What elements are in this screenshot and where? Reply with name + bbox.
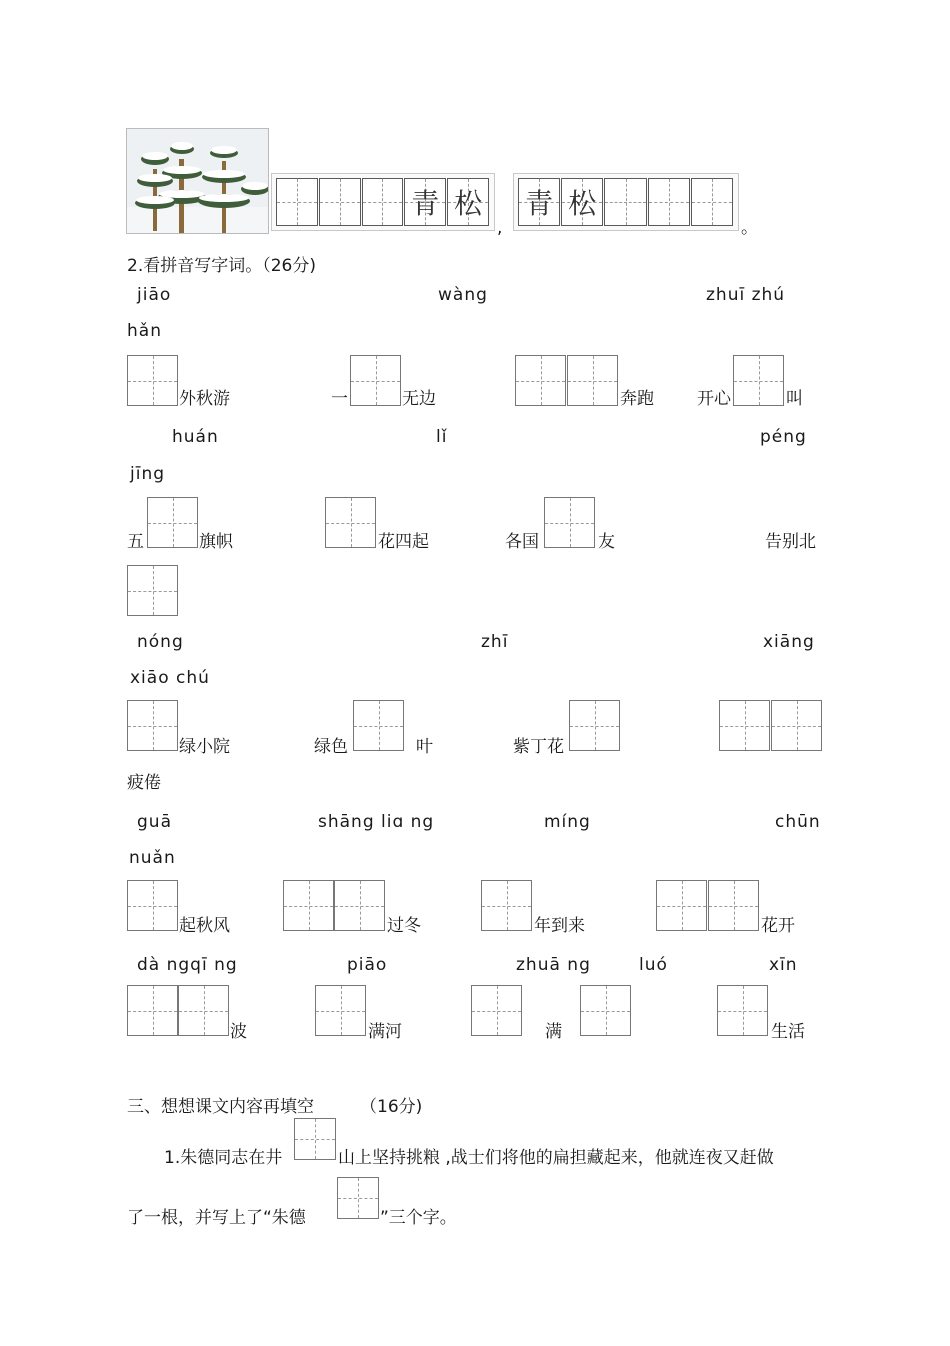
word-label: 满河 <box>368 1022 402 1042</box>
pinyin-ming: míng <box>544 812 591 832</box>
word-label: 外秋游 <box>179 389 230 409</box>
pinyin-piao: piāo <box>347 955 388 975</box>
answer-box[interactable] <box>719 700 770 751</box>
word-label: 奔跑 <box>620 389 654 409</box>
pinyin-peng: péng <box>760 427 807 447</box>
strip-cell: 松 <box>447 178 489 226</box>
answer-box[interactable] <box>350 355 401 406</box>
pinyin-chun: chūn <box>775 812 821 832</box>
answer-box[interactable] <box>733 355 784 406</box>
word-label: 紫丁花 <box>513 737 564 757</box>
pinyin-li: lǐ <box>436 427 448 447</box>
q1-text-part4: ”三个字。 <box>380 1208 457 1228</box>
answer-box[interactable] <box>544 497 595 548</box>
answer-box[interactable] <box>717 985 768 1036</box>
answer-box[interactable] <box>481 880 532 931</box>
section3-title: 三、想想课文内容再填空 <box>127 1097 314 1117</box>
answer-box[interactable] <box>147 497 198 548</box>
word-label: 过冬 <box>387 916 421 936</box>
word-label: 绿色 <box>314 737 348 757</box>
pinyin-jiao: jiāo <box>137 285 172 305</box>
answer-box[interactable] <box>337 1177 379 1219</box>
answer-box[interactable] <box>656 880 707 931</box>
pinyin-zhuizhu: zhuī zhú <box>706 285 786 305</box>
answer-box[interactable] <box>569 700 620 751</box>
character-strip-2 <box>513 173 739 231</box>
word-label: 波 <box>230 1022 247 1042</box>
pinyin-nuan: nuǎn <box>129 848 176 868</box>
strip-cell[interactable] <box>276 178 318 226</box>
word-label: 疲倦 <box>127 773 161 793</box>
answer-box[interactable] <box>771 700 822 751</box>
strip-cell[interactable] <box>362 178 404 226</box>
word-label: 年到来 <box>534 916 585 936</box>
answer-box[interactable] <box>178 985 229 1036</box>
word-label: 花开 <box>761 916 795 936</box>
answer-box[interactable] <box>127 880 178 931</box>
pinyin-luo: luó <box>639 955 668 975</box>
answer-box[interactable] <box>294 1118 336 1160</box>
q1-text-part3: 了一根，并写上了“朱德 <box>127 1208 306 1228</box>
word-label: 叶 <box>416 737 433 757</box>
answer-box[interactable] <box>353 700 404 751</box>
word-label: 旗帜 <box>199 532 233 552</box>
answer-box[interactable] <box>708 880 759 931</box>
answer-box[interactable] <box>334 880 385 931</box>
word-label: 开心 <box>697 389 731 409</box>
strip-cell[interactable] <box>319 178 361 226</box>
word-label: 各国 <box>505 532 539 552</box>
strip-cell[interactable] <box>691 178 733 226</box>
strip-cell: 青 <box>518 178 560 226</box>
strip-cell[interactable] <box>604 178 646 226</box>
pinyin-huan: huán <box>172 427 219 447</box>
section3-score: （16分) <box>360 1097 423 1117</box>
word-label: 一 <box>331 389 348 409</box>
pinyin-nong: nóng <box>137 632 184 652</box>
strip-cell[interactable] <box>648 178 690 226</box>
strip-cell: 青 <box>404 178 446 226</box>
q1-text-part1: 1.朱德同志在井 <box>164 1148 283 1168</box>
answer-box[interactable] <box>580 985 631 1036</box>
pinyin-gua: guā <box>137 812 172 832</box>
word-label: 五 <box>127 532 144 552</box>
header-comma: , <box>497 218 503 238</box>
section2-title: 2.看拼音写字词。（26分) <box>127 256 316 276</box>
pinyin-shangliang: shāng liɑ ng <box>318 812 435 832</box>
word-label: 告别北 <box>765 532 816 552</box>
strip-cell: 松 <box>561 178 603 226</box>
pinyin-dangqing: dà ngqī ng <box>137 955 238 975</box>
pinyin-zhi: zhī <box>481 632 509 652</box>
word-label: 生活 <box>771 1022 805 1042</box>
word-label: 叫 <box>786 389 803 409</box>
q1-text-part2: 山上坚持挑粮 ,战士们将他的扁担藏起来，他就连夜又赶做 <box>338 1148 774 1168</box>
answer-box[interactable] <box>127 565 178 616</box>
word-label: 友 <box>598 532 615 552</box>
pinyin-wang: wàng <box>438 285 488 305</box>
answer-box[interactable] <box>127 985 178 1036</box>
answer-box[interactable] <box>283 880 334 931</box>
pinyin-jing: jīng <box>130 464 166 484</box>
answer-box[interactable] <box>471 985 522 1036</box>
pinyin-han: hǎn <box>127 321 162 341</box>
answer-box[interactable] <box>567 355 618 406</box>
word-label: 满 <box>545 1022 562 1042</box>
pinyin-xiaochu: xiāo chú <box>130 668 210 688</box>
answer-box[interactable] <box>515 355 566 406</box>
answer-box[interactable] <box>325 497 376 548</box>
answer-box[interactable] <box>127 700 178 751</box>
answer-box[interactable] <box>315 985 366 1036</box>
word-label: 绿小院 <box>179 737 230 757</box>
word-label: 无边 <box>402 389 436 409</box>
word-label: 花四起 <box>378 532 429 552</box>
character-strip-1 <box>271 173 495 231</box>
snowy-pine-picture <box>126 128 269 234</box>
answer-box[interactable] <box>127 355 178 406</box>
header-period: 。 <box>741 218 758 238</box>
pinyin-xiang: xiāng <box>763 632 815 652</box>
word-label: 起秋风 <box>179 916 230 936</box>
pinyin-xin: xīn <box>769 955 798 975</box>
pinyin-zhuang: zhuā ng <box>516 955 591 975</box>
